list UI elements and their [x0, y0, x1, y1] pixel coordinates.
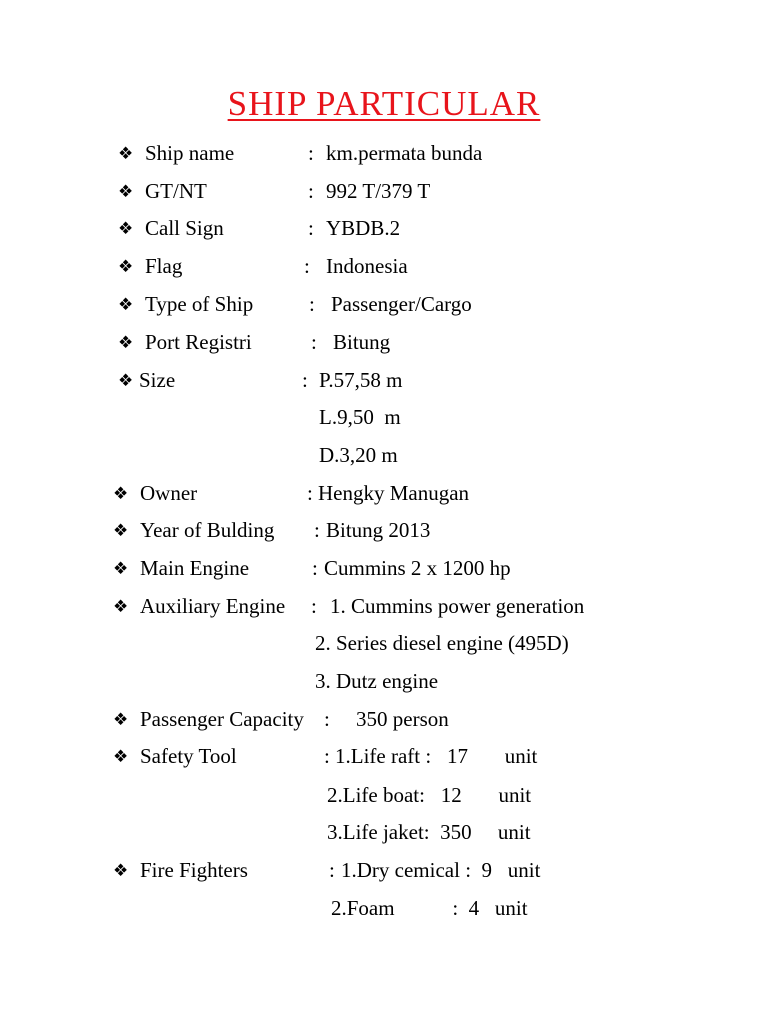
bullet-icon: ❖ — [118, 182, 134, 201]
row-value-size-l: L.9,50 m — [319, 405, 401, 429]
row-separator: : — [307, 481, 313, 505]
bullet-icon: ❖ — [113, 559, 129, 578]
row-value-type-of-ship: Passenger/Cargo — [331, 292, 472, 316]
bullet-icon: ❖ — [118, 295, 134, 314]
row-value-auxiliary-engine-1: 1. Cummins power generation — [330, 594, 585, 618]
row-value-size-p: P.57,58 m — [319, 368, 403, 392]
bullet-icon: ❖ — [118, 333, 134, 352]
row-separator: : — [329, 858, 335, 882]
row-label-call-sign: Call Sign — [145, 216, 224, 240]
row-label-owner: Owner — [140, 481, 198, 505]
row-value-gt-nt: 992 T/379 T — [326, 179, 431, 203]
row-separator: : — [308, 216, 314, 240]
row-separator: : — [302, 368, 308, 392]
page-title: SHIP PARTICULAR — [227, 84, 541, 123]
row-separator: : — [308, 141, 314, 165]
row-value-fire-fighters-2: 2.Foam : 4 unit — [331, 896, 528, 920]
row-value-year-of-bulding: Bitung 2013 — [326, 518, 431, 542]
row-value-size-d: D.3,20 m — [319, 443, 398, 467]
row-label-auxiliary-engine: Auxiliary Engine — [140, 594, 286, 618]
row-value-owner: Hengky Manugan — [318, 481, 470, 505]
row-separator: : — [314, 518, 320, 542]
row-value-call-sign: YBDB.2 — [326, 216, 401, 240]
row-label-safety-tool: Safety Tool — [140, 744, 237, 768]
row-value-safety-tool-1: 1.Life raft : 17 unit — [335, 744, 538, 768]
row-label-ship-name: Ship name — [145, 141, 235, 165]
row-value-main-engine: Cummins 2 x 1200 hp — [324, 556, 511, 580]
row-value-ship-name: km.permata bunda — [326, 141, 483, 165]
row-label-port-registri: Port Registri — [145, 330, 252, 354]
row-value-passenger-capacity: 350 person — [356, 707, 449, 731]
row-value-flag: Indonesia — [326, 254, 408, 278]
row-separator: : — [304, 254, 310, 278]
row-label-main-engine: Main Engine — [140, 556, 250, 580]
row-separator: : — [309, 292, 315, 316]
bullet-icon: ❖ — [113, 521, 129, 540]
row-value-fire-fighters-1: 1.Dry cemical : 9 unit — [341, 858, 541, 882]
bullet-icon: ❖ — [113, 597, 129, 616]
row-value-port-registri: Bitung — [333, 330, 391, 354]
bullet-icon: ❖ — [113, 861, 129, 880]
row-separator: : — [308, 179, 314, 203]
bullet-icon: ❖ — [113, 747, 129, 766]
bullet-icon: ❖ — [113, 484, 129, 503]
bullet-icon: ❖ — [118, 219, 134, 238]
row-value-safety-tool-2: 2.Life boat: 12 unit — [327, 783, 532, 807]
row-label-passenger-capacity: Passenger Capacity — [140, 707, 304, 731]
bullet-icon: ❖ — [113, 710, 129, 729]
row-separator: : — [311, 330, 317, 354]
row-label-year-of-bulding: Year of Bulding — [140, 518, 275, 542]
row-label-fire-fighters: Fire Fighters — [140, 858, 248, 882]
row-separator: : — [311, 594, 317, 618]
row-label-type-of-ship: Type of Ship — [145, 292, 254, 316]
row-label-gt-nt: GT/NT — [145, 179, 207, 203]
row-label-flag: Flag — [145, 254, 183, 278]
row-separator: : — [312, 556, 318, 580]
row-separator: : — [324, 744, 330, 768]
bullet-icon: ❖ — [118, 371, 134, 390]
bullet-icon: ❖ — [118, 144, 134, 163]
row-separator: : — [324, 707, 330, 731]
row-value-safety-tool-3: 3.Life jaket: 350 unit — [327, 820, 531, 844]
row-value-auxiliary-engine-2: 2. Series diesel engine (495D) — [315, 631, 569, 655]
row-label-size: Size — [139, 368, 176, 392]
bullet-icon: ❖ — [118, 257, 134, 276]
row-value-auxiliary-engine-3: 3. Dutz engine — [315, 669, 439, 693]
